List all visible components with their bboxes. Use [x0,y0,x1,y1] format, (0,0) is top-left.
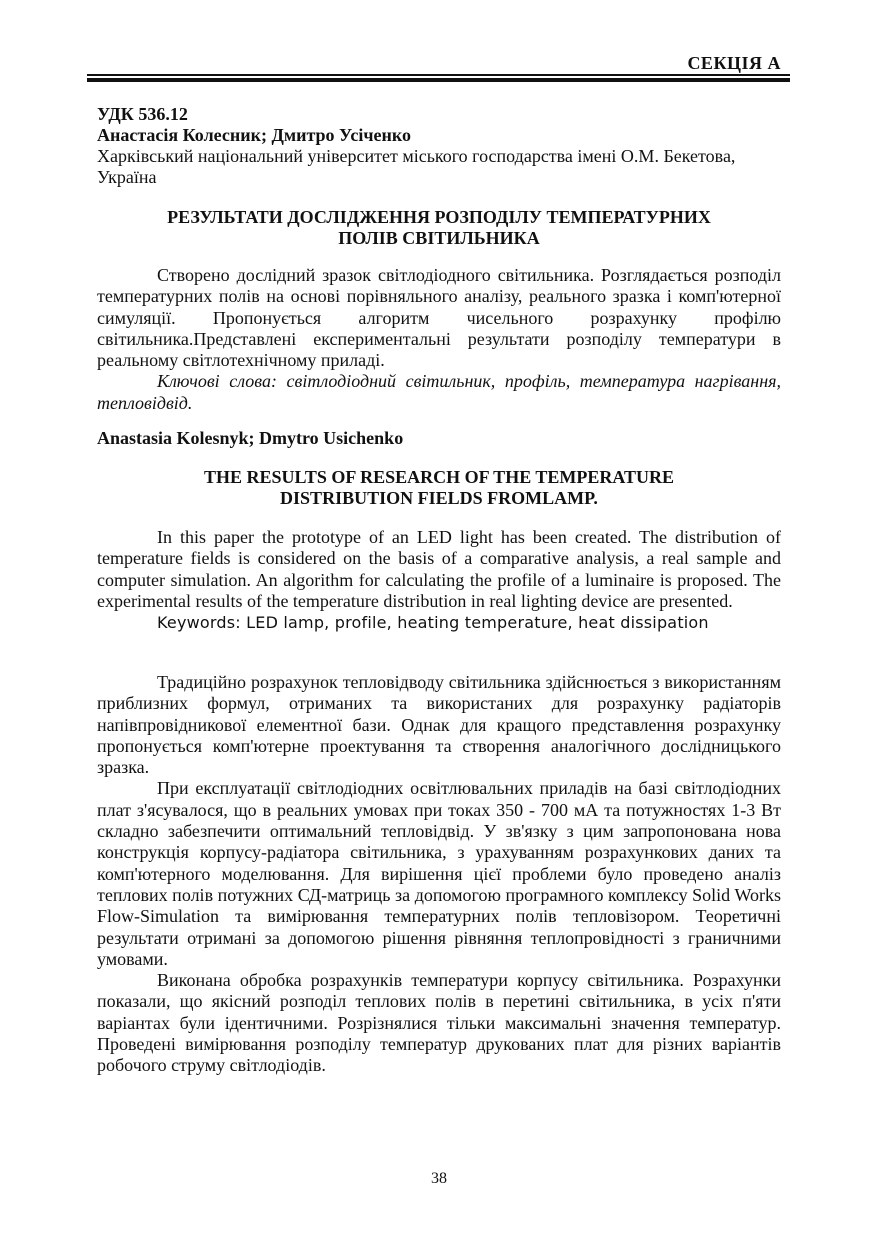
body-paragraph-3: Виконана обробка розрахунків температури корпусу світильника. Розрахунки показали, що якісний розподіл теплових полів в перетині світильника, в усіх п'яти варіантах були ідентичними. Розрізнялися тільки максимальні значення температур. Проведені вимірювання розподілу температур друкованих плат для різних варіантів робочого струму світлодіодів. [97,970,781,1076]
abstract-en-block [97,527,781,633]
title-en [97,467,781,510]
abstract-ua: Створено дослідний зразок світлодіодного світильника. Розглядається розподіл температурних полів на основі порівняльного аналізу, реального зразка і комп'ютерної симуляції. Пропонується алгоритм чисельного розрахунку профілю світильника.Представлені експериментальні результати розподілу температури в реальному світлотехнічному приладі. [97,265,781,371]
udk-code: УДК 536.12 [97,104,188,124]
authors-ua: Анастасія Колесник; Дмитро Усіченко [97,125,411,145]
section-header: СЕКЦІЯ А [687,53,781,73]
page-number: 38 [431,1170,447,1187]
title-ua-line2: ПОЛІВ СВІТИЛЬНИКА [338,228,540,249]
header-rule-thick [87,78,790,82]
abstract-ua-block [97,265,781,414]
body-paragraph-1: Традиційно розрахунок тепловідводу світильника здійснюється з використанням приблизних формул, отриманих та використаних для розрахунку радіаторів напівпровідникової елементної бази. Однак для кращого представлення розрахунку пропонується комп'ютерне проектування та створення аналогічного дослідницького зразка. [97,672,781,778]
title-ua-line1: РЕЗУЛЬТАТИ ДОСЛІДЖЕННЯ РОЗПОДІЛУ ТЕМПЕРАТУРНИХ [167,207,711,227]
authors-en: Anastasia Kolesnyk; Dmytro Usichenko [97,428,404,448]
keywords-en: Keywords: LED lamp, profile, heating temperature, heat dissipation [157,613,709,633]
header-rule-thin [87,74,790,76]
title-ua [97,207,781,250]
body-paragraph-2: При експлуатації світлодіодних освітлювальних приладів на базі світлодіодних плат з'ясувалося, що в реальних умовах при токах 350 - 700 мА та потужностях 1-3 Вт складно забезпечити оптимальний тепловідвід. У зв'язку з цим запропонована нова конструкція корпусу-радіатора світильника, з урахуванням розрахункових даних та комп'ютерного моделювання. Для вирішення цієї проблеми було проведено аналіз теплових полів потужних СД-матриць за допомогою програмного комплексу Solid Works Flow-Simulation та вимірювання температурних полів тепловізором. Теоретичні результати отримані за допомогою рішення рівняння теплопровідності з граничними умовами. [97,778,781,969]
body-text [97,672,781,1077]
title-en-line2: DISTRIBUTION FIELDS FROMLAMP. [280,488,598,509]
title-en-line1: THE RESULTS OF RESEARCH OF THE TEMPERATURE [203,467,675,487]
keywords-ua: Ключові слова: світлодіодний світильник, профіль, температура нагрівання, тепловідвід. [97,371,781,413]
affiliation: Харківський національний університет міського господарства імені О.М. Бекетова, Україна [97,146,736,188]
abstract-en: In this paper the prototype of an LED light has been created. The distribution of temperature fields is considered on the basis of a comparative analysis, a real sample and computer simulation. An algorithm for calculating the profile of a luminaire is proposed. The experimental results of the temperature distribution in real lighting device are presented. [97,527,781,611]
